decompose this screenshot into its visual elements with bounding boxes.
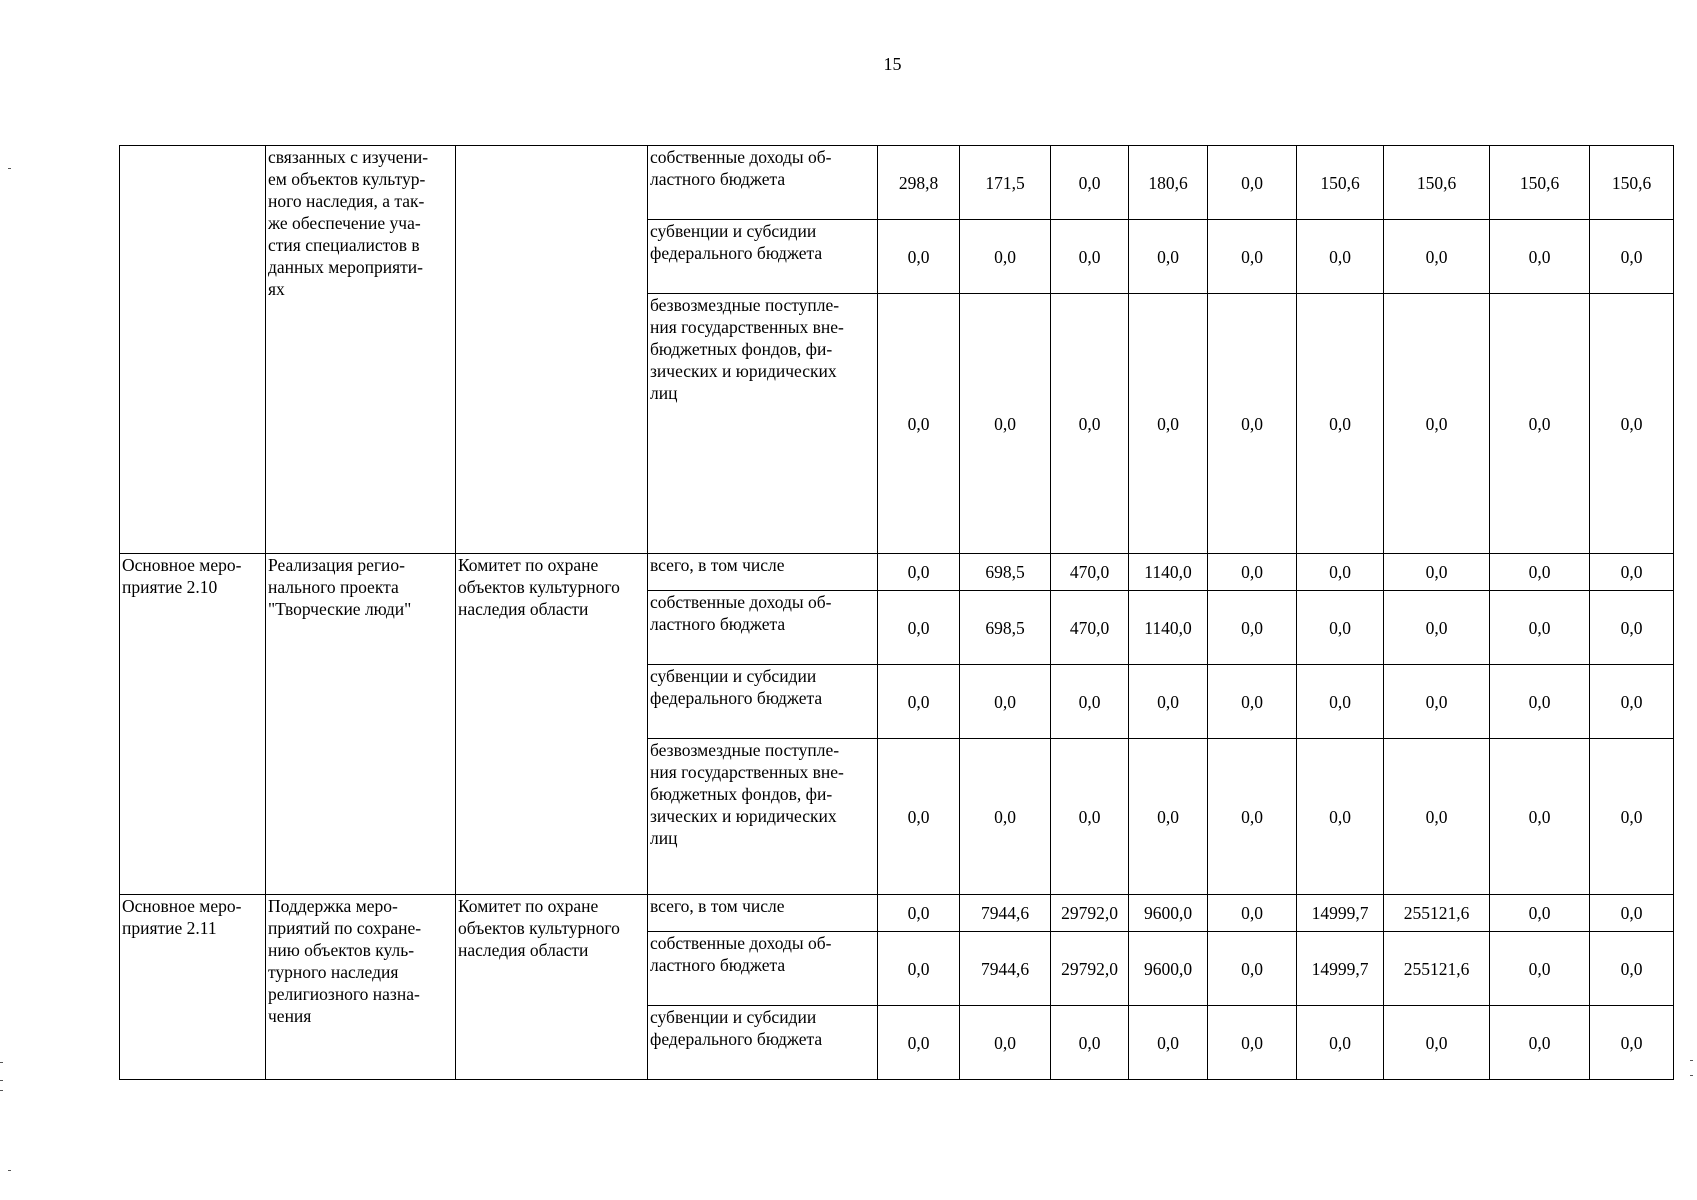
value-cell: 0,0 [1490, 932, 1590, 1006]
value-cell: 0,0 [878, 554, 960, 591]
value-cell: 298,8 [878, 146, 960, 220]
value-cell: 0,0 [1297, 1006, 1384, 1080]
value-cell: 0,0 [1590, 665, 1674, 739]
funding-source: собственные доходы об- ластного бюджета [648, 932, 878, 1006]
executor: Комитет по охране объектов культурного наследия области [456, 895, 648, 1080]
value-cell: 9600,0 [1129, 895, 1208, 932]
value-cell: 0,0 [1590, 554, 1674, 591]
funding-source: субвенции и субсидии федерального бюджета [648, 1006, 878, 1080]
value-cell: 29792,0 [1051, 895, 1129, 932]
scan-edge-mark [0, 1080, 3, 1081]
value-cell: 0,0 [878, 739, 960, 895]
value-cell: 0,0 [1490, 294, 1590, 554]
funding-source: субвенции и субсидии федерального бюджета [648, 665, 878, 739]
value-cell: 0,0 [878, 220, 960, 294]
value-cell: 0,0 [1129, 220, 1208, 294]
value-cell: 9600,0 [1129, 932, 1208, 1006]
value-cell: 150,6 [1384, 146, 1490, 220]
value-cell: 0,0 [1590, 932, 1674, 1006]
value-cell: 150,6 [1297, 146, 1384, 220]
measure-label: Основное меро- приятие 2.10 [120, 554, 266, 895]
value-cell: 0,0 [1490, 220, 1590, 294]
measure-description: Поддержка меро- приятий по сохране- нию объектов куль- турного наследия религиозного назна- чения [266, 895, 456, 1080]
value-cell: 0,0 [1490, 554, 1590, 591]
value-cell: 0,0 [1384, 1006, 1490, 1080]
value-cell: 0,0 [1297, 554, 1384, 591]
value-cell: 0,0 [1051, 220, 1129, 294]
value-cell: 470,0 [1051, 591, 1129, 665]
scan-edge-mark [8, 1170, 11, 1171]
value-cell: 0,0 [1590, 220, 1674, 294]
value-cell: 0,0 [960, 294, 1051, 554]
value-cell: 0,0 [1208, 665, 1297, 739]
executor-cell [456, 146, 648, 554]
value-cell: 0,0 [1208, 895, 1297, 932]
value-cell: 0,0 [1208, 739, 1297, 895]
value-cell: 470,0 [1051, 554, 1129, 591]
value-cell: 0,0 [878, 932, 960, 1006]
funding-source: безвозмездные поступле- ния государственных вне- бюджетных фондов, фи- зических и юридических лиц [648, 739, 878, 895]
funding-source: собственные доходы об- ластного бюджета [648, 146, 878, 220]
value-cell: 0,0 [960, 739, 1051, 895]
value-cell: 0,0 [1297, 665, 1384, 739]
value-cell: 0,0 [1297, 591, 1384, 665]
value-cell: 0,0 [1590, 739, 1674, 895]
value-cell: 698,5 [960, 591, 1051, 665]
value-cell: 0,0 [1208, 554, 1297, 591]
value-cell: 0,0 [1590, 895, 1674, 932]
value-cell: 0,0 [1490, 591, 1590, 665]
value-cell: 7944,6 [960, 932, 1051, 1006]
value-cell: 0,0 [1590, 294, 1674, 554]
funding-source: собственные доходы об- ластного бюджета [648, 591, 878, 665]
value-cell: 0,0 [1590, 1006, 1674, 1080]
value-cell: 0,0 [1208, 591, 1297, 665]
value-cell: 0,0 [1129, 665, 1208, 739]
measure-description: Реализация регио- нального проекта "Творческие люди" [266, 554, 456, 895]
value-cell: 1140,0 [1129, 554, 1208, 591]
measure-description: связанных с изучени- ем объектов культур- ного наследия, а так- же обеспечение уча- стия специалистов в данных мероприяти- ях [266, 146, 456, 554]
value-cell: 14999,7 [1297, 895, 1384, 932]
value-cell: 255121,6 [1384, 895, 1490, 932]
value-cell: 0,0 [1384, 220, 1490, 294]
value-cell: 0,0 [878, 1006, 960, 1080]
value-cell: 0,0 [1208, 220, 1297, 294]
table-row [120, 895, 1674, 932]
funding-source: субвенции и субсидии федерального бюджета [648, 220, 878, 294]
measure-label-cell [120, 146, 266, 554]
value-cell: 0,0 [1297, 739, 1384, 895]
value-cell: 14999,7 [1297, 932, 1384, 1006]
measure-label: Основное меро- приятие 2.11 [120, 895, 266, 1080]
value-cell: 29792,0 [1051, 932, 1129, 1006]
value-cell: 0,0 [1208, 932, 1297, 1006]
value-cell: 0,0 [1490, 739, 1590, 895]
value-cell: 0,0 [1051, 294, 1129, 554]
value-cell: 150,6 [1490, 146, 1590, 220]
budget-table [119, 145, 1674, 1080]
executor: Комитет по охране объектов культурного наследия области [456, 554, 648, 895]
value-cell: 0,0 [878, 665, 960, 739]
scan-edge-mark [0, 1090, 3, 1091]
value-cell: 0,0 [960, 1006, 1051, 1080]
scan-edge-mark [1690, 1060, 1693, 1061]
scan-edge-mark [0, 1062, 3, 1063]
value-cell: 0,0 [960, 220, 1051, 294]
table-body [120, 146, 1674, 1080]
value-cell: 0,0 [1384, 739, 1490, 895]
value-cell: 0,0 [1490, 895, 1590, 932]
value-cell: 0,0 [1590, 591, 1674, 665]
value-cell: 0,0 [1384, 294, 1490, 554]
value-cell: 0,0 [1129, 739, 1208, 895]
value-cell: 0,0 [878, 591, 960, 665]
value-cell: 0,0 [1490, 1006, 1590, 1080]
funding-source: всего, в том числе [648, 554, 878, 591]
page-number: 15 [883, 54, 902, 74]
value-cell: 0,0 [960, 665, 1051, 739]
scan-edge-mark [8, 168, 11, 169]
value-cell: 0,0 [1384, 554, 1490, 591]
value-cell: 0,0 [1384, 665, 1490, 739]
value-cell: 7944,6 [960, 895, 1051, 932]
value-cell: 0,0 [1051, 739, 1129, 895]
value-cell: 0,0 [1129, 294, 1208, 554]
value-cell: 171,5 [960, 146, 1051, 220]
value-cell: 0,0 [1208, 294, 1297, 554]
table-row [120, 146, 1674, 220]
value-cell: 0,0 [878, 895, 960, 932]
value-cell: 0,0 [878, 294, 960, 554]
value-cell: 0,0 [1384, 591, 1490, 665]
value-cell: 0,0 [1490, 665, 1590, 739]
value-cell: 255121,6 [1384, 932, 1490, 1006]
value-cell: 0,0 [1051, 146, 1129, 220]
value-cell: 0,0 [1297, 294, 1384, 554]
value-cell: 150,6 [1590, 146, 1674, 220]
value-cell: 0,0 [1051, 1006, 1129, 1080]
value-cell: 0,0 [1208, 1006, 1297, 1080]
value-cell: 698,5 [960, 554, 1051, 591]
value-cell: 0,0 [1297, 220, 1384, 294]
scan-edge-mark [1690, 1075, 1693, 1076]
value-cell: 0,0 [1129, 1006, 1208, 1080]
value-cell: 180,6 [1129, 146, 1208, 220]
funding-source: безвозмездные поступле- ния государственных вне- бюджетных фондов, фи- зических и юридических лиц [648, 294, 878, 554]
table-row [120, 554, 1674, 591]
value-cell: 0,0 [1051, 665, 1129, 739]
value-cell: 0,0 [1208, 146, 1297, 220]
value-cell: 1140,0 [1129, 591, 1208, 665]
funding-source: всего, в том числе [648, 895, 878, 932]
